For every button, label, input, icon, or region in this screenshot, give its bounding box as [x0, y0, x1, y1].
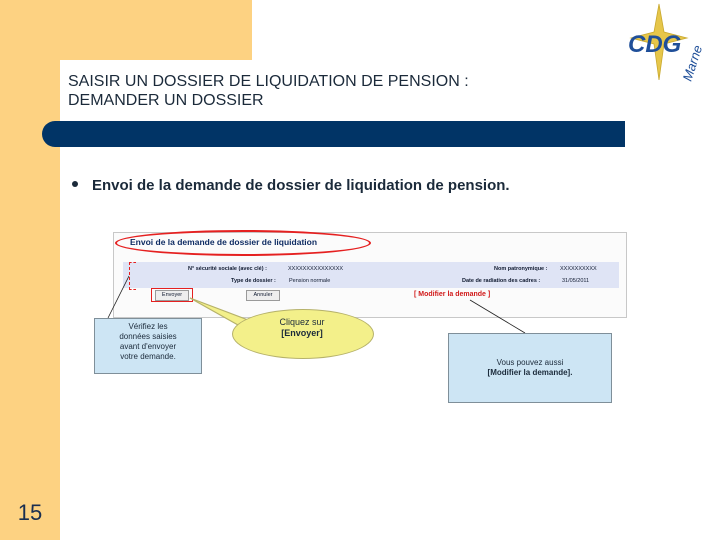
- name-label: Nom patronymique :: [494, 266, 548, 272]
- verify-line-3: avant d'envoyer: [119, 342, 177, 351]
- click-send-text: [232, 317, 372, 339]
- modify-line-1: Vous pouvez aussi: [496, 358, 564, 367]
- send-button-highlight: [151, 288, 193, 302]
- modify-line-2: [Modifier la demande].: [487, 368, 573, 377]
- cdg-logo: [625, 2, 720, 88]
- title-line-1: SAISIR UN DOSSIER DE LIQUIDATION DE PENSION :: [68, 73, 469, 90]
- date-value: 31/05/2011: [562, 278, 590, 284]
- date-label: Date de radiation des cadres :: [462, 278, 541, 284]
- slide-number: 15: [17, 500, 43, 525]
- verify-callout: [94, 318, 202, 374]
- logo-text: CDG: [628, 31, 682, 58]
- ss-label: N° sécurité sociale (avec clé) :: [188, 266, 267, 272]
- fields-highlight-bracket: [129, 262, 136, 290]
- heading-highlight-ellipse: [115, 230, 371, 256]
- slide-title: [68, 72, 608, 110]
- title-underline-bar: [42, 121, 625, 147]
- type-value: Pension normale: [289, 278, 331, 284]
- verify-line-2: données saisies: [119, 332, 177, 341]
- title-line-2: DEMANDER UN DOSSIER: [68, 92, 264, 109]
- click-send-line-2: [Envoyer]: [281, 328, 323, 338]
- ss-value: XXXXXXXXXXXXXXX: [288, 266, 344, 272]
- modify-callout: [448, 333, 612, 403]
- form-heading: Envoi de la demande de dossier de liquidation: [130, 237, 318, 247]
- verify-line-4: votre demande.: [120, 352, 176, 361]
- left-side-panel: [0, 0, 60, 540]
- send-button[interactable]: Envoyer: [155, 290, 189, 301]
- logo-subtext: Marne: [679, 43, 706, 83]
- type-label: Type de dossier :: [231, 278, 276, 284]
- bullet-text: Envoi de la demande de dossier de liquidation de pension.: [92, 177, 510, 194]
- click-send-line-1: Cliquez sur: [279, 317, 325, 327]
- verify-line-1: Vérifiez les: [128, 322, 168, 331]
- cancel-button[interactable]: Annuler: [246, 290, 280, 301]
- name-value: XXXXXXXXXX: [560, 266, 597, 272]
- bullet-dot: [72, 181, 78, 187]
- top-corner-block: [0, 0, 252, 60]
- modify-request-link[interactable]: [ Modifier la demande ]: [414, 291, 491, 298]
